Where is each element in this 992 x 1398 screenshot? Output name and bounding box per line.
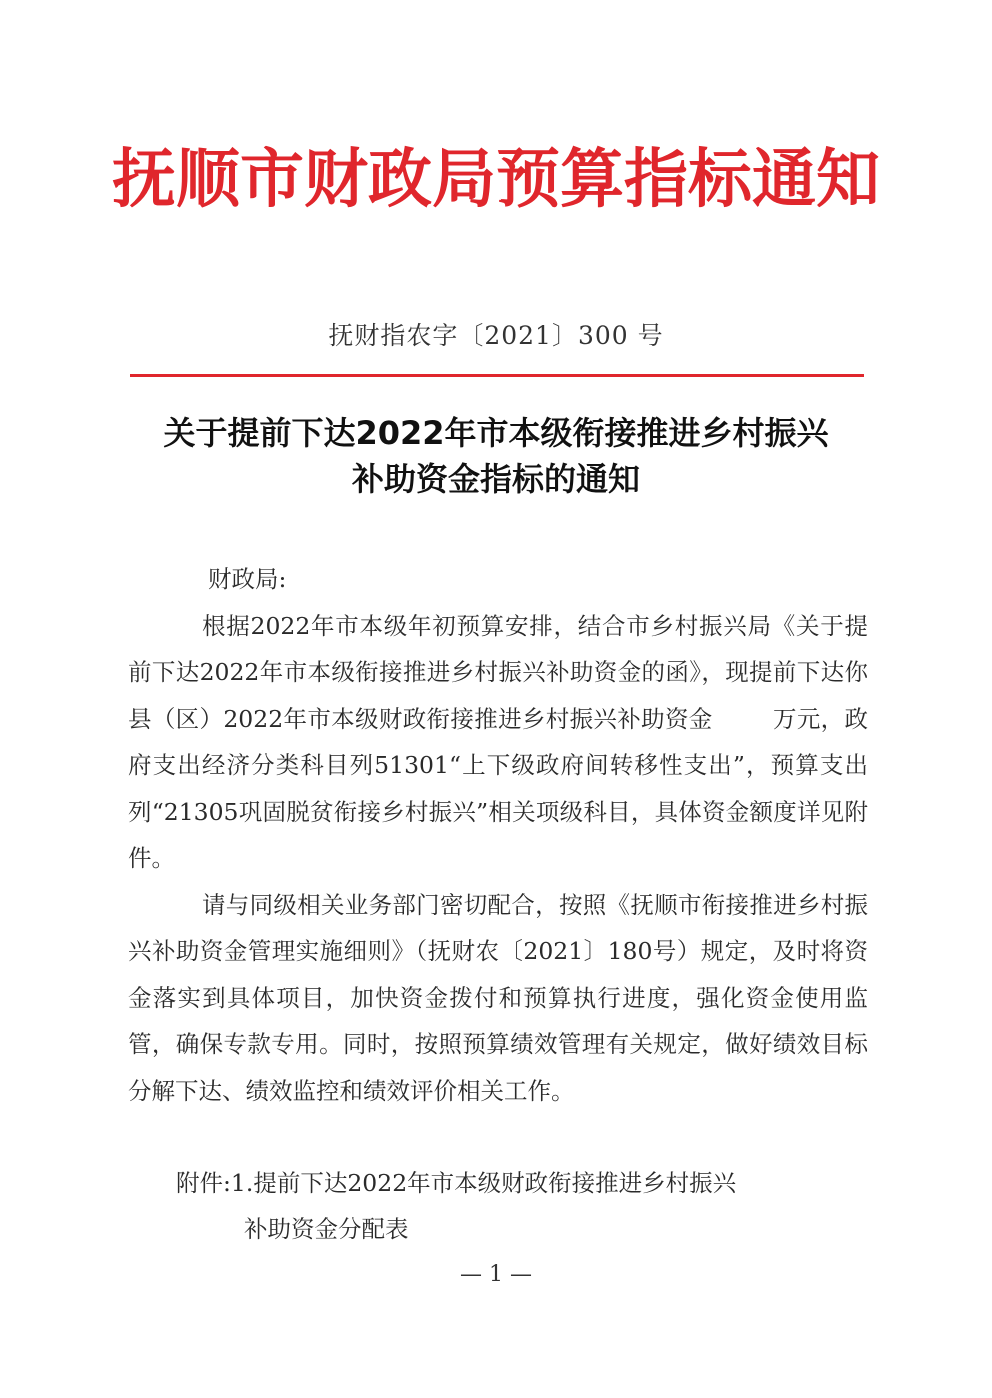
attachment-list <box>176 1160 876 1252</box>
notice-title-line-1: 关于提前下达2022年市本级衔接推进乡村振兴 <box>163 414 829 452</box>
notice-body <box>128 556 868 1114</box>
paragraph-2: 请与同级相关业务部门密切配合，按照《抚顺市衔接推进乡村振兴补助资金管理实施细则》（抚财农〔2021〕180号）规定，及时将资金落实到具体项目，加快资金拨付和预算执行进度，强化资金使用监管，确保专款专用。同时，按照预算绩效管理有关规定，做好绩效目标分解下达、绩效监控和绩效评价相关工作。 <box>128 890 868 1105</box>
paragraph-1-after-gap: 万元，政府支出经济分类科目列51301“上下级政府间转移性支出”，预算支出列“21305巩固脱贫衔接乡村振兴”相关项级科目，具体资金额度详见附件。 <box>128 704 869 872</box>
document-number: 抚财指农字〔2021〕300 号 <box>328 321 664 350</box>
notice-title-line-2: 补助资金指标的通知 <box>351 460 640 498</box>
paragraph-1 <box>128 603 868 882</box>
salutation: 财政局: <box>208 565 287 593</box>
masthead-title: 抚顺市财政局预算指标通知 <box>112 142 880 217</box>
attachment-line-1: 附件:1.提前下达2022年市本级财政衔接推进乡村振兴 <box>176 1169 737 1197</box>
attachment-line-2: 补助资金分配表 <box>244 1215 409 1243</box>
paragraph-1-before-gap: 根据2022年市本级年初预算安排，结合市乡村振兴局《关于提前下达2022年市本级衔接推进乡村振兴补助资金的函》，现提前下达你县（区）2022年市本级财政衔接推进乡村振兴补助资金 <box>128 611 868 733</box>
red-divider <box>130 374 864 377</box>
notice-title <box>110 410 882 502</box>
page-number: — 1 — <box>460 1262 532 1287</box>
